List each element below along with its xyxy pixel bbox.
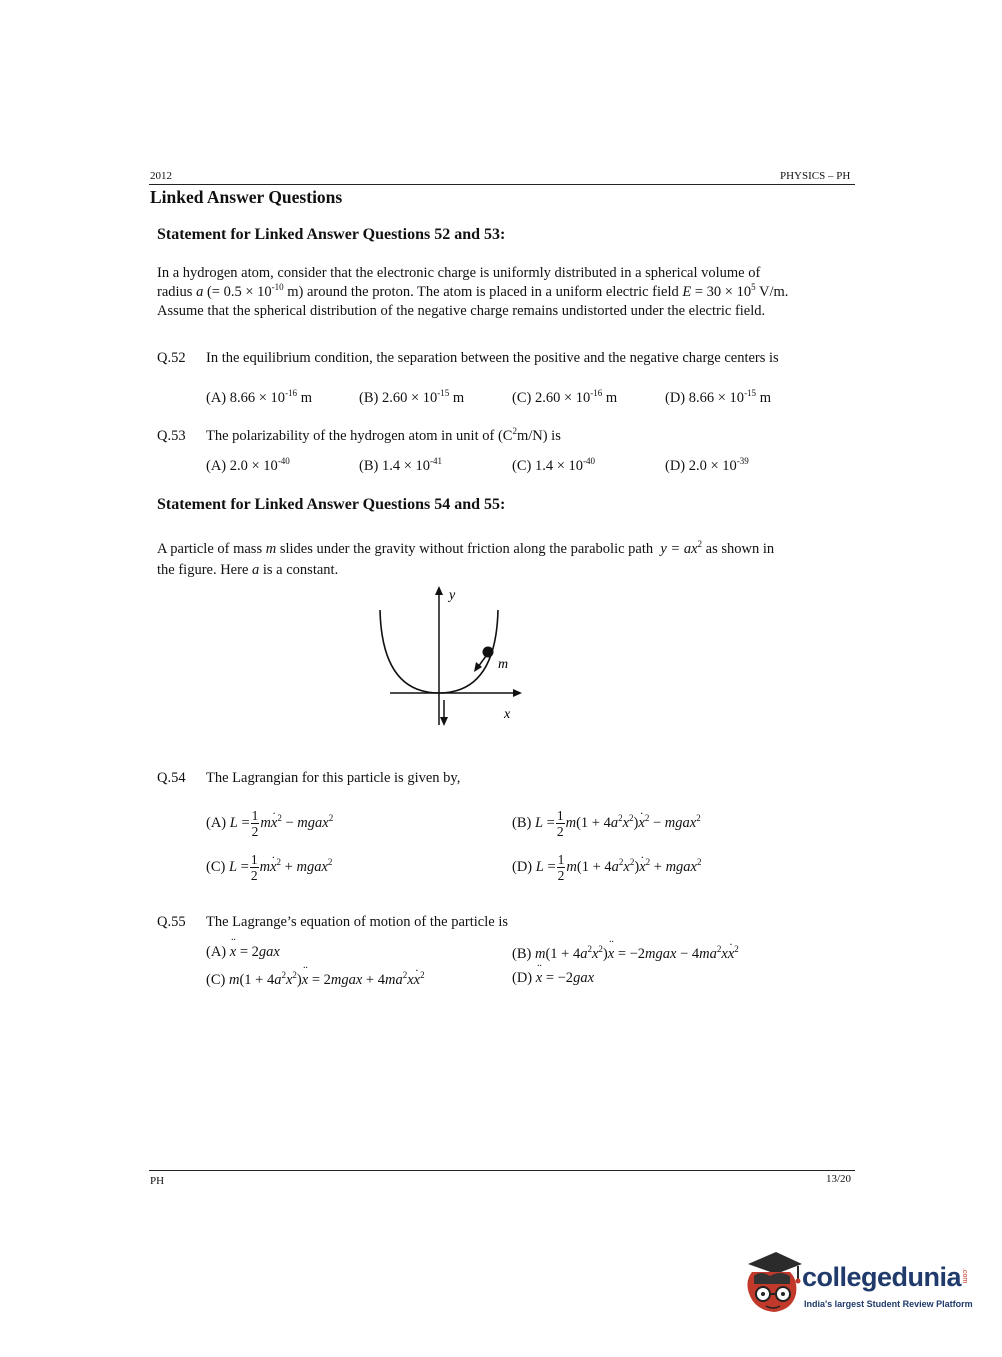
y-axis-arrow [435,586,443,595]
q55-text: The Lagrange’s equation of motion of the particle is [206,914,508,930]
q52-option-c: (C) $2.60 \times 10^{-16}$ m [512,388,618,406]
q54-text: The Lagrangian for this particle is given by, [206,770,461,786]
q55-number: Q.55 [157,914,186,930]
q52-number: Q.52 [157,350,186,366]
q53-text: The polarizability of the hydrogen atom in unit of $(C^2m/N)$ is [206,426,561,444]
q54-option-c: (C) L = $\frac{1}{2}$ $m\cdot x^2$ + mgax$^2$ [206,852,332,883]
mass-label: m [498,657,509,672]
q52-option-a: (A) $8.66 \times 10^{-16}$ m [206,388,312,406]
q55-option-b: (B) $m(1 + 4a^2x^2)\cdot\cdot x$ = −2mgax − $4ma^2x\cdot x^2$ [512,946,739,963]
q54-option-b: (B) L = $\frac{1}{2}$ $m(1 + 4a^2x^2)\cdot x^2$ − mgax$^2$ [512,808,701,839]
header-rule [149,184,855,185]
q53-option-b: (B) $1.4 \times 10^{-41}$ [359,456,443,474]
statement-54-55-line2: the figure. Here a is a constant. [157,562,339,578]
parabola-figure [370,580,540,730]
x-axis-arrow [513,689,522,697]
section-title: Linked Answer Questions [150,187,343,207]
x-axis-label: x [504,707,511,722]
q54-option-d: (D) L = $\frac{1}{2}$ $m(1 + 4a^2x^2)\cdot x^2$ + mgax$^2$ [512,852,701,883]
q52-option-d: (D) $8.66 \times 10^{-15}$ m [665,388,771,406]
page-number: 13/20 [826,1173,852,1185]
gravity-arrowhead [440,717,448,726]
q52-text: In the equilibrium condition, the separation between the positive and the negative charge centers is [206,350,779,366]
statement-54-55-title: Statement for Linked Answer Questions 54 and 55: [157,496,506,513]
q53-option-a: (A) $2.0 \times 10^{-40}$ [206,456,290,474]
collegedunia-dotcom: .com [961,1268,968,1284]
q53-option-d: (D) $2.0 \times 10^{-39}$ [665,456,749,474]
collegedunia-brand: collegedunia [802,1262,962,1292]
q55-option-a: (A) ·· x = 2gax [206,944,280,961]
q53-number: Q.53 [157,428,186,444]
statement-54-55-line1: A particle of mass m slides under the gravity without friction along the parabolic path $y = ax^2$ as shown in [157,539,775,557]
footer-rule [149,1170,855,1171]
q54-number: Q.54 [157,770,186,786]
collegedunia-tagline: India's largest Student Review Platform [804,1299,973,1309]
q55-option-d: (D) ·· x = −2gax [512,970,594,987]
statement-52-53-line3: Assume that the spherical distribution of the negative charge remains undistorted under the electric field. [157,303,766,319]
statement-54-55-text [157,539,774,581]
q52-option-b: (B) $2.60 \times 10^{-15}$ m [359,388,465,406]
header-subject: PHYSICS – PH [780,170,851,182]
particle-mass [483,647,494,658]
statement-52-53-text [157,264,788,321]
statement-52-53-line1: In a hydrogen atom, consider that the electronic charge is uniformly distributed in a spherical volume of [157,265,761,281]
q54-option-a: (A) L = $\frac{1}{2}$ $m\cdot x^2$ − mgax$^2$ [206,808,333,839]
statement-52-53-title: Statement for Linked Answer Questions 52 and 53: [157,226,506,243]
y-axis-label: y [449,588,456,603]
statement-52-53-line2: radius a (= $0.5 \times 10^{-10}$ m) around the proton. The atom is placed in a uniform electric field $E = 30 \times 10^5$ V/m. [157,282,789,300]
footer-code: PH [150,1175,165,1187]
q55-option-c: (C) $m(1 + 4a^2x^2)\cdot\cdot x$ = 2mgax + $4ma^2x\cdot x^2$ [206,972,425,989]
header-year: 2012 [150,170,172,182]
q53-option-c: (C) $1.4 \times 10^{-40}$ [512,456,596,474]
collegedunia-mascot-icon [740,1250,806,1322]
